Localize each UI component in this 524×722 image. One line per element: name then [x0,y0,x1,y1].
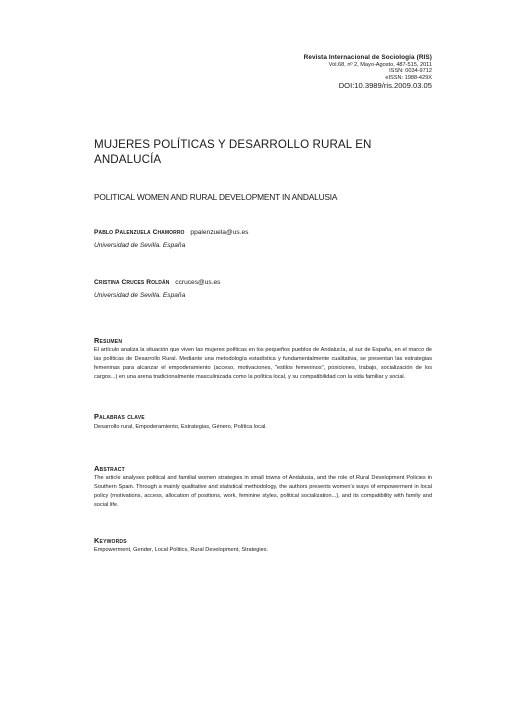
palabras-clave-text: Desarrollo rural, Empoderamiento, Estrategias, Género, Política local. [94,424,267,430]
journal-name: Revista Internacional de Sociología (RIS) [303,54,432,61]
author-2-email: ccruces@us.es [175,279,221,286]
author-1 [94,229,248,236]
issn-line: ISSN: 0034-9712 [389,68,432,75]
article-title-spanish [94,137,414,167]
author-1-email: ppalenzuela@us.es [190,229,249,236]
abstract-heading: Abstract [94,464,125,473]
resumen-heading: Resumen [94,336,123,345]
article-title-english: POLITICAL WOMEN AND RURAL DEVELOPMENT IN ANDALUSIA [94,192,338,202]
author-2 [94,279,220,286]
palabras-clave-heading: Palabras clave [94,412,145,421]
author-2-name: Cristina Cruces Roldán [94,279,170,286]
eissn-line: eISSN: 1988-429X [385,74,432,81]
resumen-text: El artículo analiza la situación que viven las mujeres políticas en los pequeños pueblos de Andalucía, al sur de España, en el marco de las políticas de Desarrollo Rural. Mediante una metodología estadística y fundamentalmente cualitativa, se presentan las estrategias femeninas para alcanzar el empoderamiento (acceso, motivaciones, "estilos femeninos", posiciones, trabajo, socialización de los cargos...) en una arena tradicionalmente masculinizada como la política local, y su compatibilidad con la vida familiar y social. [94,347,432,381]
doi-line: DOI:10.3989/ris.2009.03.05 [338,81,432,91]
author-1-affiliation: Universidad de Sevilla. España [94,242,186,249]
author-1-name: Pablo Palenzuela Chamorro [94,229,185,236]
journal-header [304,54,432,91]
keywords-heading: Keywords [94,536,127,545]
title-es-line-2: ANDALUCÍA [94,153,162,167]
title-es-line-1: MUJERES POLÍTICAS Y DESARROLLO RURAL EN [94,138,372,151]
volume-line: Vol.68, nº 2, Mayo-Agosto, 487-515, 2011 [328,61,432,68]
abstract-text: The article analyses political and familial women strategies in small towns of Andalusia, and the role of Rural Development Policies in Southern Spain. Through a mainly qualitative and statistical methodology, the authors presents women's ways of empowerment in local policy (motivations, access, allocation of positions, work, feminine styles, political socialization...), and its compatibility with family and social life. [94,475,432,509]
keywords-text: Empowerment, Gender, Local Politics, Rural Development, Strategies. [94,547,269,553]
author-2-affiliation: Universidad de Sevilla. España [94,292,186,299]
